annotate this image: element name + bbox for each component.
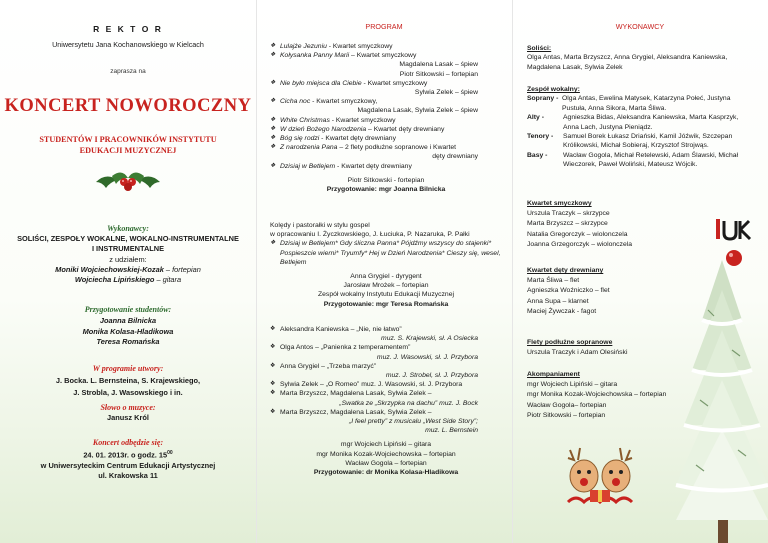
program-credit: Magdalena Lasak, Sylwia Zelek – śpiew — [357, 107, 478, 115]
words-heading: Słowo o muzyce: — [100, 403, 156, 412]
winds-member: Maciej Żywczak - fagot — [527, 307, 597, 315]
performers-block — [16, 234, 240, 285]
gospel-intro: Kolędy i pastorałki w stylu gospel — [270, 222, 370, 229]
program-credit: Piotr Sitkowski – fortepian — [399, 70, 478, 78]
vocal-block — [527, 85, 755, 170]
guest-2-name: Wojciecha Lipińskiego — [74, 275, 155, 285]
program-heading-left: W programie utwory: — [92, 364, 164, 373]
christmas-tree-illustration — [672, 250, 768, 543]
program-title: PROGRAM — [365, 22, 403, 31]
performers-heading: Wykonawcy: — [107, 224, 149, 233]
winds-member: Anna Supa – klarnet — [527, 297, 589, 305]
recorders-members: Urszula Traczyk i Adam Olesiński — [527, 349, 628, 357]
preparation-heading: Przygotowanie studentów: — [84, 305, 172, 314]
program-credit: muz. L. Bernstein — [425, 427, 478, 435]
with-participation: z udziałem: — [109, 254, 147, 264]
soloists-block — [527, 44, 755, 72]
university-name: Uniwersytetu Jana Kochanowskiego w Kielcach — [52, 40, 204, 49]
accomp-member: Wacław Gogola– fortepian — [527, 401, 607, 409]
program-item: ❖ White Christmas - Kwartet smyczkowy — [270, 116, 502, 125]
program-block-3 — [270, 325, 502, 477]
strings-member: Joanna Grzegorczyk – wiolonczela — [527, 240, 633, 248]
block2-credit: Anna Grygiel - dyrygent — [350, 273, 422, 281]
program-credit: „Swatka ze „Skrzypka na dachu” muz. J. Bock — [339, 399, 478, 407]
performers-title: WYKONAWCY — [615, 22, 665, 31]
strings-heading: Kwartet smyczkowy — [527, 200, 592, 207]
program-item: ❖ Kołysanka Panny Marii – Kwartet smyczkowy — [270, 51, 502, 60]
date-heading: Koncert odbędzie się: — [92, 438, 164, 447]
date-block — [0, 448, 256, 482]
program-credit: Sylwia Zelek – śpiew — [414, 89, 478, 97]
vocal-row: Tenory - Samuel Borek Łukasz Driański, Kamil Jóźwik, Szczepan Królikowski, Michał Sobieraj, Krzysztof Strojwąs. — [527, 133, 733, 150]
strings-block — [527, 199, 677, 250]
winds-member: Marta Śliwa – flet — [527, 277, 580, 285]
guest-1-name: Moniki Wojciechowskiej-Kozak — [55, 264, 164, 274]
program-credit: Magdalena Lasak – śpiew — [399, 61, 478, 69]
guest-2 — [16, 275, 240, 285]
winds-member: Agnieszka Woźniczko – flet — [527, 287, 610, 295]
recorders-block — [527, 338, 687, 358]
block2-prep: Przygotowanie: mgr Teresa Romańska — [323, 300, 449, 308]
strings-member: Urszula Traczyk – skrzypce — [527, 210, 610, 218]
program-item: ❖ Dzisiaj w Betlejem - Kwartet dęty drewniany — [270, 162, 502, 171]
holly-icon — [92, 168, 164, 194]
program-item: ❖ Anna Grygiel – „Trzeba marzyć” — [270, 362, 502, 371]
ujk-logo — [714, 217, 754, 247]
program-item: ❖ Z narodzenia Pana – 2 flety podłużne sopranowe i Kwartet — [270, 143, 502, 152]
block3-credit: mgr Wojciech Lipiński – gitara — [340, 441, 432, 449]
program-item: ❖ Bóg się rodzi - Kwartet dęty drewniany — [270, 134, 502, 143]
program-item: ❖ W dzień Bożego Narodzenia – Kwartet dęty drewniany — [270, 125, 502, 134]
guest-1 — [16, 265, 240, 275]
guest-1-role: – fortepian — [163, 264, 201, 274]
concert-subtitle: STUDENTÓW I PRACOWNIKÓW INSTYTUTU EDUKACJI MUZYCZNEJ — [39, 135, 217, 155]
prep-name: Teresa Romańska — [96, 337, 160, 346]
recorders-heading: Flety podłużne sopranowe — [527, 339, 613, 346]
date-sup: 00 — [167, 450, 173, 456]
prep-name: Joanna Bilnicka — [99, 316, 157, 325]
winds-block — [527, 266, 677, 317]
venue: w Uniwersyteckim Centrum Edukacji Artystycznej — [40, 460, 216, 470]
words-person: Janusz Król — [107, 413, 149, 422]
composers-line: J. Strobla, J. Wasowskiego i in. — [73, 388, 183, 397]
accomp-member: mgr Monika Kozak-Wojciechowska – fortepian — [527, 391, 667, 399]
program-item: ❖ Aleksandra Kaniewska – „Nie, nie łatwo” — [270, 325, 502, 334]
block2-credit: Zespół wokalny Instytutu Edukacji Muzycznej — [318, 291, 454, 299]
program-block-2 — [270, 221, 502, 309]
soloists-heading: Soliści: — [527, 45, 552, 52]
rektor-heading: R E K T O R — [93, 24, 163, 34]
vocal-row: Soprany - Olga Antas, Ewelina Matysek, Katarzyna Połeć, Justyna Pustuła, Anna Sikora, Marta Śliwa. — [527, 95, 731, 112]
soloists-list: Olga Antas, Marta Brzyszcz, Anna Grygiel, Aleksandra Kaniewska, Magdalena Lasak, Sylwia Zelek — [527, 54, 728, 71]
program-item: ❖ Olga Antos – „Panienka z temperamentem” — [270, 343, 502, 352]
program-block-1 — [270, 42, 502, 194]
date-main: 24. 01. 2013r. o godz. 15 — [83, 450, 168, 460]
vocal-heading: Zespół wokalny: — [527, 86, 580, 93]
prep-names — [0, 316, 256, 348]
date-time — [0, 448, 256, 461]
accomp-heading: Akompaniament — [527, 371, 580, 378]
program-credit: „I feel pretty” z musicalu „West Side Story”; — [348, 418, 478, 426]
block2-credit: Jarosław Mrożek – fortepian — [343, 282, 429, 290]
performers-text: SOLIŚCI, ZESPOŁY WOKALNE, WOKALNO-INSTRUMENTALNE I INSTRUMENTALNE — [17, 234, 239, 254]
program-item: ❖ Marta Brzyszcz, Magdalena Lasak, Sylwia Zelek – — [270, 408, 502, 417]
program-credit: muz. J. Wasowski, sł. J. Przybora — [376, 353, 478, 361]
composers-line: J. Bocka. L. Bernsteina, S. Krajewskiego, — [55, 376, 201, 385]
program-credit: muz. S. Krajewski, sł. A Osiecka — [381, 335, 478, 343]
accomp-member: mgr Wojciech Lipiński – gitara — [527, 381, 618, 389]
prep-name: Monika Kolasa-Hladikowa — [82, 326, 174, 336]
gospel-items: ❖ Dzisiaj w Betlejem* Gdy śliczna Panna* Pójdźmy wszyscy do stajenki* Pospieszcie wierni* Tryumfy* Hej w Dzień Narodzenia* Cieszy się, wesel, Betlejem — [270, 239, 502, 267]
block3-prep: Przygotowanie: dr Monika Kolasa-Hladikowa — [313, 469, 459, 477]
winds-heading: Kwartet dęty drewniany — [527, 267, 604, 274]
program-item: ❖ Nie było miejsca dla Ciebie - Kwartet smyczkowy — [270, 79, 502, 88]
concert-title: KONCERT NOWOROCZNY — [4, 96, 252, 116]
reindeer-icon — [560, 446, 640, 508]
ornament-icon — [726, 250, 742, 266]
program-credit: dęty drewniany — [432, 153, 478, 161]
program-item: ❖ Sylwia Zelek – „O Romeo” muz. J. Wasowski, sł. J. Przybora — [270, 380, 502, 389]
strings-member: Natalia Gregorczyk – wiolonczela — [527, 230, 628, 238]
address: ul. Krakowska 11 — [98, 471, 158, 481]
block1-credit: Piotr Sitkowski - fortepian — [347, 176, 425, 184]
program-credit: muz. J. Strobel, sł. J. Przybora — [385, 372, 478, 380]
ujk-logo-icon — [714, 217, 754, 247]
program-item: ❖ Marta Brzyszcz, Magdalena Lasak, Sylwia Zelek – — [270, 389, 502, 398]
vocal-row: Basy - Wacław Gogola, Michał Retelewski, Adam Ślawski, Michał Wieczorek, Paweł Woliński, Mateusz Wójcik. — [527, 151, 739, 169]
invites-text: zaprasza na — [110, 68, 146, 75]
gospel-arrangers: w opracowaniu I. Życzkowskiego, J. Łuciuka, P. Nazaruka, P. Pałki — [270, 231, 470, 239]
guest-2-role: – gitara — [154, 275, 182, 285]
accomp-member: Piotr Sitkowski – fortepian — [527, 411, 606, 419]
vocal-row: Alty - Agnieszka Bidas, Aleksandra Kaniewska, Marta Kasprzyk, Anna Lach, Justyna Pieniądz. — [527, 114, 739, 131]
block3-credit: Wacław Gogola – fortepian — [345, 459, 427, 467]
block3-credit: mgr Monika Kozak-Wojciechowska – fortepian — [316, 450, 456, 458]
program-item: ❖ Lulajże Jezuniu - Kwartet smyczkowy — [270, 42, 502, 51]
strings-member: Marta Brzyszcz – skrzypce — [527, 220, 608, 228]
program-item: ❖ Cicha noc - Kwartet smyczkowy, — [270, 97, 502, 106]
block1-prep: Przygotowanie: mgr Joanna Bilnicka — [326, 186, 446, 194]
program-composers — [0, 375, 256, 399]
